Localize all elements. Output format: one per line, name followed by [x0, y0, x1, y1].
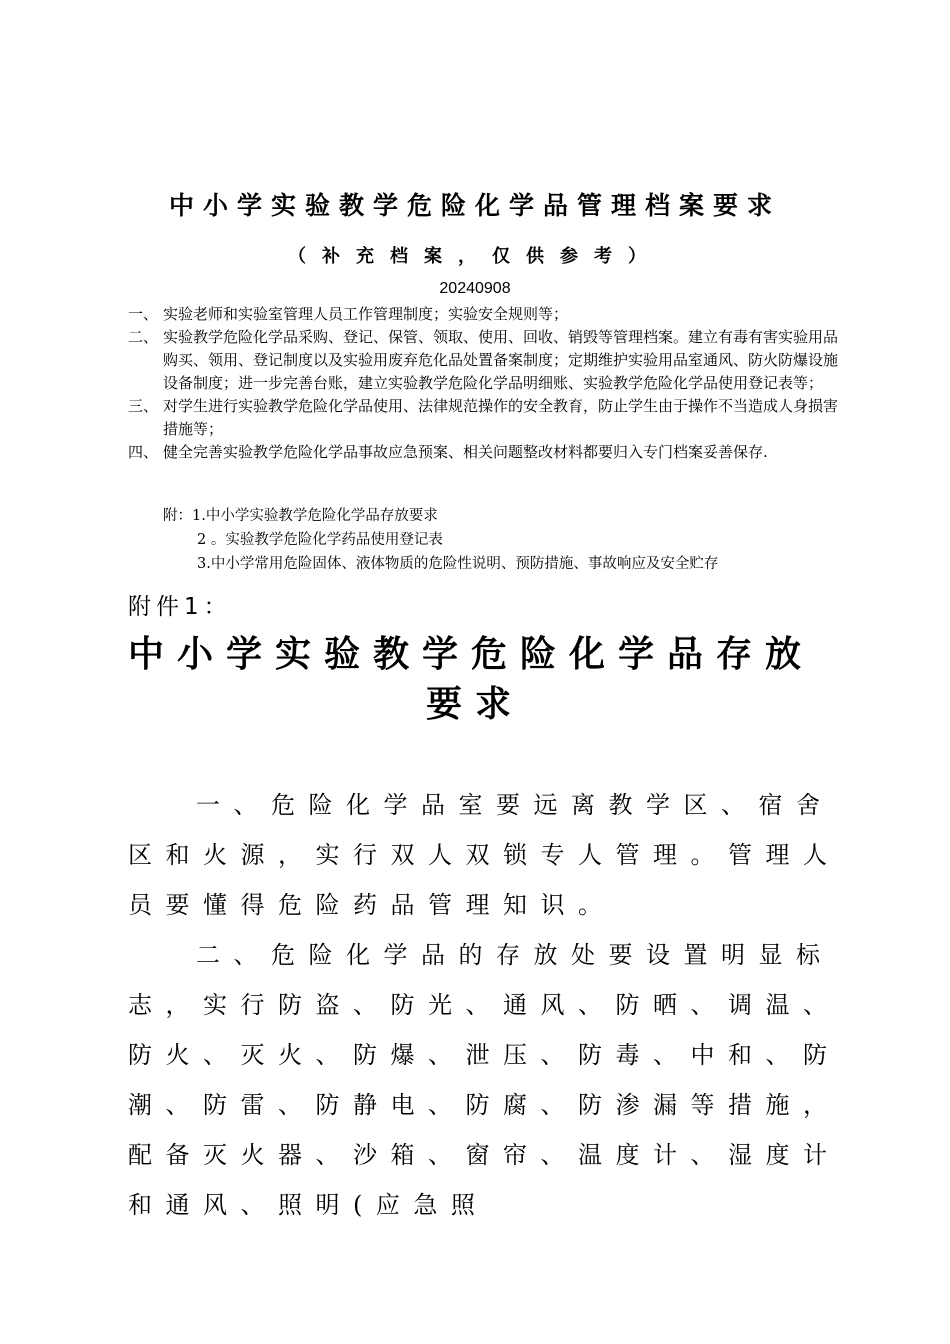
list-item-number: 三、 — [128, 397, 159, 415]
list-item — [128, 441, 840, 464]
list-item-text: 对学生进行实验教学危险化学品使用、法律规范操作的安全教育，防止学生由于操作不当造成人身损害措施等； — [163, 397, 839, 438]
attachment-title-line-2: 要求 — [425, 683, 524, 725]
list-item-text: 实验老师和实验室管理人员工作管理制度；实验安全规则等； — [163, 305, 569, 323]
appendix-line: 2 。实验教学危险化学药品使用登记表 — [197, 532, 443, 548]
list-item-number: 一、 — [128, 305, 159, 323]
list-item-number: 二、 — [128, 328, 159, 346]
document-date: 20240908 — [439, 280, 511, 297]
requirements-list — [128, 303, 840, 464]
list-item — [128, 395, 840, 441]
body-paragraph: 一、危险化学品室要远离教学区、宿舍区和火源，实行双人双锁专人管理。管理人员要懂得危险药品管理知识。 — [128, 791, 841, 919]
attachment-label: 附件1： — [128, 594, 232, 620]
list-item-number: 四、 — [128, 443, 159, 461]
document-subtitle: （补充档案，仅供参考） — [288, 246, 662, 267]
appendix-line: 附：1.中小学实验教学危险化学品存放要求 — [163, 508, 438, 524]
body-paragraph: 二、危险化学品的存放处要设置明显标志，实行防盗、防光、通风、防晒、调温、防火、灭火、防爆、泄压、防毒、中和、防潮、防雷、防静电、防腐、防渗漏等措施，配备灭火器、沙箱、窗帘、温度计、湿度计和通风、照明(应急照 — [128, 941, 841, 1219]
appendix-line: 3.中小学常用危险固体、液体物质的危险性说明、预防措施、事故响应及安全贮存 — [197, 556, 719, 572]
appendix-list — [163, 504, 718, 576]
document-title: 中小学实验教学危险化学品管理档案要求 — [168, 191, 781, 220]
attachment-body — [128, 780, 848, 1230]
list-item — [128, 326, 840, 395]
attachment-title-line-1: 中小学实验教学危险化学品存放 — [128, 633, 815, 675]
list-item-text: 实验教学危险化学品采购、登记、保管、领取、使用、回收、销毁等管理档案。建立有毒有害实验用品购买、领用、登记制度以及实验用废弃危化品处置备案制度；定期维护实验用品室通风、防火防爆设施设备制度；进一步完善台账，建立实验教学危险化学品明细账、实验教学危险化学品使用登记表等； — [163, 328, 839, 392]
list-item — [128, 303, 840, 326]
list-item-text: 健全完善实验教学危险化学品事故应急预案、相关问题整改材料都要归入专门档案妥善保存. — [163, 443, 768, 461]
